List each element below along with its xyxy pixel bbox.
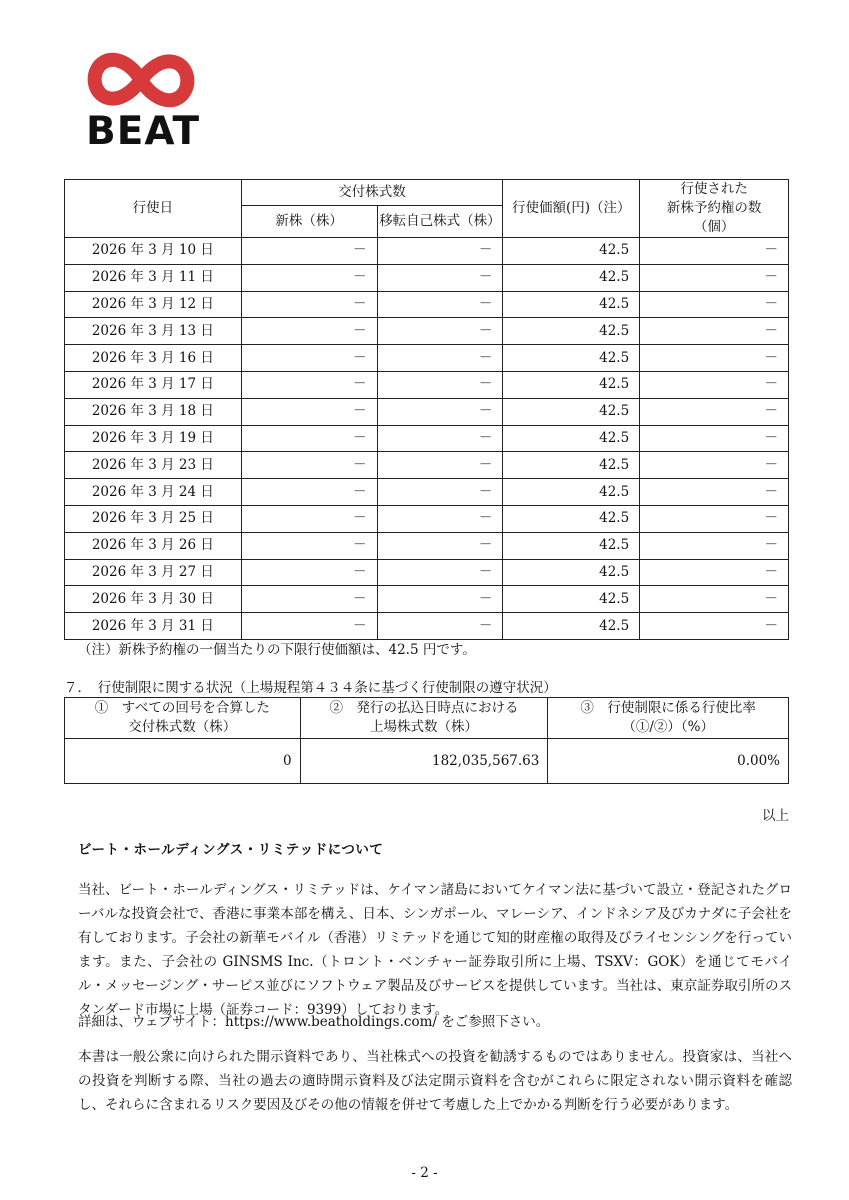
cell-exercised-count: － <box>640 559 789 586</box>
cell-date: 2026 年 3 月 11 日 <box>65 264 242 291</box>
cell-date: 2026 年 3 月 12 日 <box>65 291 242 318</box>
company-logo <box>86 50 201 154</box>
cell-exercised-count: － <box>640 291 789 318</box>
cell-price: 42.5 <box>503 586 640 613</box>
cell-treasury-shares: － <box>377 291 503 318</box>
cell-exercised-count: － <box>640 238 789 265</box>
cell-new-shares: － <box>241 371 377 398</box>
cell-date: 2026 年 3 月 16 日 <box>65 345 242 372</box>
cell-date: 2026 年 3 月 31 日 <box>65 613 242 640</box>
cell-price: 42.5 <box>503 452 640 479</box>
disclaimer-paragraph: 本書は一般公衆に向けられた開示資料であり、当社株式への投資を勧誘するものではありません。投資家は、当社への投資を判断する際、当社の過去の適時開示資料及び法定開示資料を含むがこれらに限定されない開示資料を確認し、それらに含まれるリスク要因及びその他の情報を併せて考慮した上でかかる判断を行う必要があります。 <box>78 1049 792 1113</box>
cell-new-shares: － <box>241 452 377 479</box>
table-row <box>65 452 789 479</box>
cell-exercised-count: － <box>640 479 789 506</box>
table-row <box>65 345 789 372</box>
logo-wordmark: BEAT <box>86 109 201 154</box>
cell-exercised-count: － <box>640 345 789 372</box>
cell-date: 2026 年 3 月 27 日 <box>65 559 242 586</box>
cell-date: 2026 年 3 月 26 日 <box>65 532 242 559</box>
cell-new-shares: － <box>241 613 377 640</box>
table-row <box>65 264 789 291</box>
cell-date: 2026 年 3 月 10 日 <box>65 238 242 265</box>
cell-date: 2026 年 3 月 13 日 <box>65 318 242 345</box>
cell-exercised-count: － <box>640 613 789 640</box>
cell-price: 42.5 <box>503 264 640 291</box>
cell-price: 42.5 <box>503 371 640 398</box>
table-row <box>65 559 789 586</box>
cell-treasury-shares: － <box>377 613 503 640</box>
cell-treasury-shares: － <box>377 398 503 425</box>
cell-new-shares: － <box>241 532 377 559</box>
cell-new-shares: － <box>241 505 377 532</box>
limit-value-3: 0.00% <box>548 739 789 784</box>
table-row <box>65 532 789 559</box>
page-number: - 2 - <box>411 1165 438 1181</box>
cell-exercised-count: － <box>640 264 789 291</box>
cell-new-shares: － <box>241 479 377 506</box>
table-row <box>65 238 789 265</box>
infinity-logo-icon <box>86 50 196 110</box>
cell-new-shares: － <box>241 559 377 586</box>
cell-price: 42.5 <box>503 532 640 559</box>
cell-price: 42.5 <box>503 291 640 318</box>
cell-date: 2026 年 3 月 23 日 <box>65 452 242 479</box>
table-row <box>65 291 789 318</box>
cell-date: 2026 年 3 月 25 日 <box>65 505 242 532</box>
cell-treasury-shares: － <box>377 318 503 345</box>
cell-exercised-count: － <box>640 505 789 532</box>
table-row <box>65 398 789 425</box>
cell-price: 42.5 <box>503 398 640 425</box>
cell-exercised-count: － <box>640 425 789 452</box>
cell-new-shares: － <box>241 238 377 265</box>
cell-price: 42.5 <box>503 479 640 506</box>
exercise-table <box>64 179 789 640</box>
cell-date: 2026 年 3 月 30 日 <box>65 586 242 613</box>
table-row <box>65 425 789 452</box>
cell-treasury-shares: － <box>377 425 503 452</box>
header-treasury-shares: 移転自己株式（株） <box>377 206 503 238</box>
limit-value-1: 0 <box>65 739 301 784</box>
table-row <box>65 586 789 613</box>
cell-new-shares: － <box>241 398 377 425</box>
about-paragraph: 当社、ビート・ホールディングス・リミテッドは、ケイマン諸島においてケイマン法に基づいて設立・登記されたグローバルな投資会社で、香港に事業本部を構え、日本、シンガポール、マレーシア、インドネシア及びカナダに子会社を有しております。子会社の新華モバイル（香港）リミテッドを通じて知的財産権の取得及びライセンシングを行っています。また、子会社の GINSMS Inc.（トロント・ベンチャー証券取引所に上場、TSXV：GOK）を通じてモバイル・メッセージング・サービス並びにソフトウェア製品及びサービスを提供しています。当社は、東京証券取引所のスタンダード市場に上場（証券コード：9399）しております。 <box>78 882 792 1018</box>
limit-header-3: ③ 行使制限に係る行使比率 （①/②）（%） <box>548 698 789 739</box>
cell-new-shares: － <box>241 425 377 452</box>
cell-new-shares: － <box>241 291 377 318</box>
cell-exercised-count: － <box>640 371 789 398</box>
exercise-limit-table <box>64 697 789 784</box>
header-new-shares: 新株（株） <box>241 206 377 238</box>
cell-exercised-count: － <box>640 532 789 559</box>
cell-date: 2026 年 3 月 17 日 <box>65 371 242 398</box>
table-row <box>65 505 789 532</box>
cell-price: 42.5 <box>503 425 640 452</box>
cell-price: 42.5 <box>503 559 640 586</box>
table-row <box>65 479 789 506</box>
cell-price: 42.5 <box>503 318 640 345</box>
price-note: （注）新株予約権の一個当たりの下限行使価額は、42.5 円です。 <box>78 642 476 658</box>
limit-header-1: ① すべての回号を合算した 交付株式数（株） <box>65 698 301 739</box>
cell-price: 42.5 <box>503 238 640 265</box>
cell-new-shares: － <box>241 264 377 291</box>
about-title: ビート・ホールディングス・リミテッドについて <box>78 842 384 858</box>
cell-treasury-shares: － <box>377 264 503 291</box>
header-date: 行使日 <box>65 180 242 238</box>
cell-date: 2026 年 3 月 18 日 <box>65 398 242 425</box>
website-paragraph: 詳細は、ウェブサイト：https://www.beatholdings.com/ をご参照下さい。 <box>78 1014 550 1030</box>
cell-treasury-shares: － <box>377 559 503 586</box>
table-row <box>65 613 789 640</box>
cell-exercised-count: － <box>640 452 789 479</box>
cell-price: 42.5 <box>503 345 640 372</box>
cell-exercised-count: － <box>640 318 789 345</box>
cell-treasury-shares: － <box>377 345 503 372</box>
limit-header-2: ② 発行の払込日時点における 上場株式数（株） <box>300 698 548 739</box>
cell-new-shares: － <box>241 586 377 613</box>
cell-exercised-count: － <box>640 398 789 425</box>
header-exercised-count: 行使された 新株予約権の数 （個） <box>640 180 789 238</box>
cell-price: 42.5 <box>503 613 640 640</box>
cell-price: 42.5 <box>503 505 640 532</box>
closing-mark: 以上 <box>762 808 789 824</box>
cell-date: 2026 年 3 月 24 日 <box>65 479 242 506</box>
cell-treasury-shares: － <box>377 586 503 613</box>
cell-new-shares: － <box>241 345 377 372</box>
cell-exercised-count: － <box>640 586 789 613</box>
cell-treasury-shares: － <box>377 371 503 398</box>
header-price: 行使価額(円)（注） <box>503 180 640 238</box>
section-7-title: ７． 行使制限に関する状況（上場規程第４３４条に基づく行使制限の遵守状況） <box>64 680 557 696</box>
cell-treasury-shares: － <box>377 452 503 479</box>
limit-value-2: 182,035,567.63 <box>300 739 548 784</box>
table-row <box>65 371 789 398</box>
cell-treasury-shares: － <box>377 505 503 532</box>
table-row <box>65 318 789 345</box>
cell-treasury-shares: － <box>377 479 503 506</box>
header-delivered: 交付株式数 <box>241 180 503 206</box>
cell-treasury-shares: － <box>377 532 503 559</box>
cell-treasury-shares: － <box>377 238 503 265</box>
cell-new-shares: － <box>241 318 377 345</box>
cell-date: 2026 年 3 月 19 日 <box>65 425 242 452</box>
